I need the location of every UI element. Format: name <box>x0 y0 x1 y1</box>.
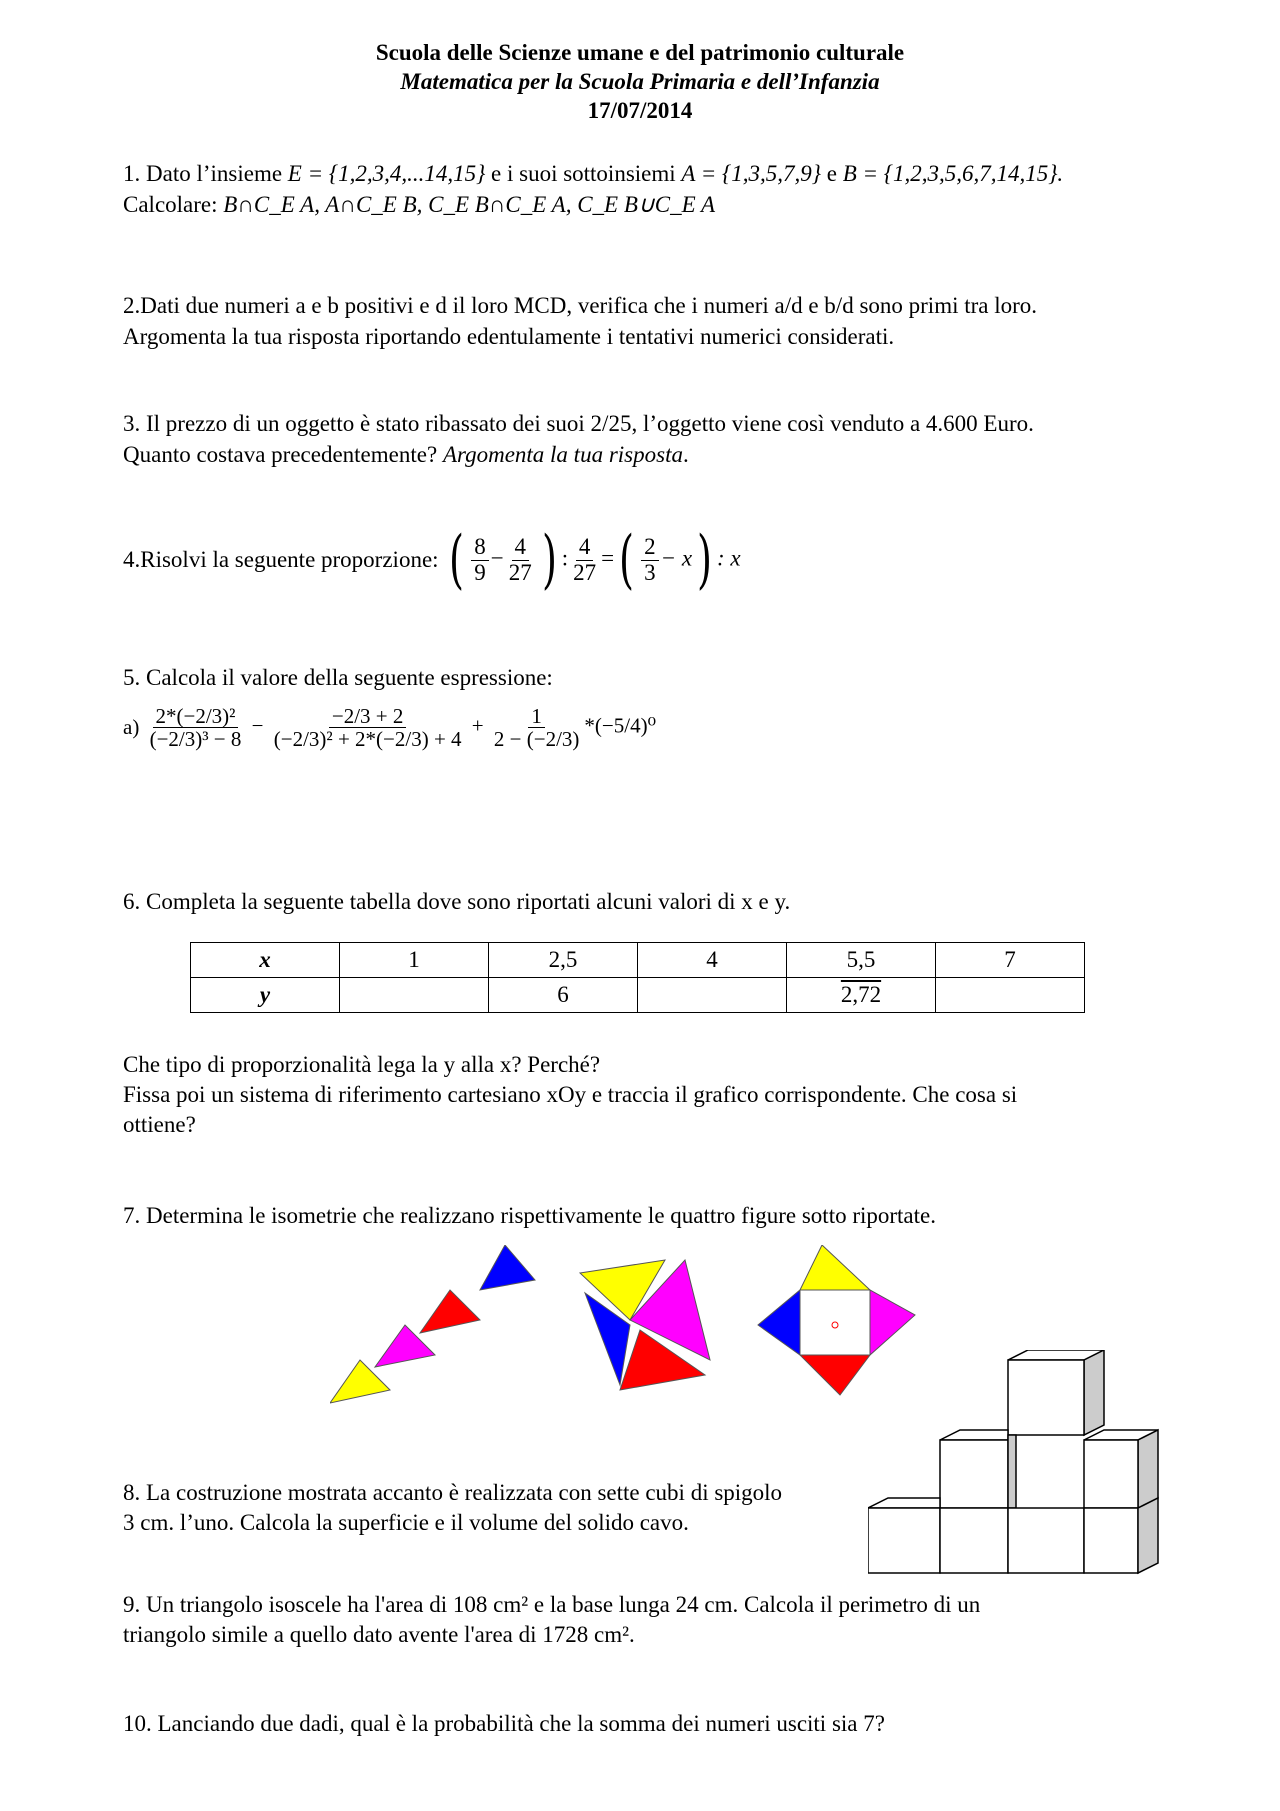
triangle-red <box>420 1290 480 1333</box>
q5-term2-num: −2/3 + 2 <box>329 705 407 728</box>
question-3 <box>123 408 1183 470</box>
q1-set-a: A = {1,3,5,7,9} <box>681 161 821 186</box>
q1-set-b: B = {1,2,3,5,6,7,14,15}. <box>842 161 1064 186</box>
q6-followup: Che tipo di proporzionalità lega la y alla x? Perché? Fissa poi un sistema di riferimento cartesiano xOy e traccia il grafico corrispondente. Che cosa si ottiene? <box>123 1052 1018 1137</box>
q3-line-2c: . <box>682 442 689 467</box>
q3-line-1: 3. Il prezzo di un oggetto è stato ribassato dei suoi 2/25, l’oggetto viene così venduto a 4.600 Euro. <box>123 411 1034 436</box>
exam-date: 17/07/2014 <box>587 98 693 123</box>
q9-line-2: triangolo simile a quello dato avente l'area di 1728 cm². <box>123 1622 635 1647</box>
q5-term1-num: 2*(−2/3)² <box>153 705 239 728</box>
table-row: y 6 2,72 <box>191 978 1085 1013</box>
q5-term2-den: (−2/3)² + 2*(−2/3) + 4 <box>273 727 462 752</box>
rotation-figure <box>580 1260 710 1390</box>
course-title: Matematica per la Scuola Primaria e dell’Infanzia <box>400 69 880 94</box>
question-1 <box>123 158 1183 220</box>
q5-term3-num: 1 <box>528 705 545 728</box>
q1-and: e <box>826 161 837 186</box>
q5-tail: *(−5/4)⁰ <box>584 713 656 738</box>
q5-expression: a) $\frac{\text{2*(−2/3)²}}{\text{(−2/3)³ − 8}}$ − $\frac{-2/3 + 2}{\text{(−2/3)² + 2*(−2/3) + 4}}$ + $\frac{1}{2 - (-2/3)}$ *(−5/4)⁰ <box>123 704 656 752</box>
q1-ops: B∩C_E A, A∩C_E B, C_E B∩C_E A, C_E B∪C_E A <box>223 192 716 217</box>
isometry-figures <box>330 1245 940 1415</box>
table-row: x 1 2,5 4 5,5 7 <box>191 943 1085 978</box>
q1-set-e: E = {1,2,3,4,...14,15} <box>287 161 486 186</box>
q3-line-2a: Quanto costava precedentemente? <box>123 442 438 467</box>
triangle-blue <box>480 1245 535 1290</box>
q8-line-1: 8. La costruzione mostrata accanto è realizzata con sette cubi di spigolo <box>123 1480 783 1505</box>
q5-text: 5. Calcola il valore della seguente espressione: <box>123 665 553 690</box>
q5-term3-den: 2 − (−2/3) <box>493 727 580 752</box>
q3-line-2b: Argomenta la tua risposta <box>442 442 683 467</box>
q1-calc: Calcolare: <box>123 192 218 217</box>
q6-text: 6. Completa la seguente tabella dove sono riportati alcuni valori di x e y. <box>123 889 791 914</box>
q9-line-1: 9. Un triangolo isoscele ha l'area di 108 cm² e la base lunga 24 cm. Calcola il perimetro di un <box>123 1592 981 1617</box>
q2-line-2: Argomenta la tua risposta riportando edentulamente i tentativi numerici considerati. <box>123 324 895 349</box>
values-table <box>190 942 1085 1013</box>
q4-text: 4.Risolvi la seguente proporzione: <box>123 547 439 572</box>
cubes-construction <box>868 1350 1168 1575</box>
q2-line-1: 2.Dati due numeri a e b positivi e d il loro MCD, verifica che i numeri a/d e b/d sono primi tra loro. <box>123 293 1038 318</box>
q1-mid: e i suoi sottoinsiemi <box>491 161 676 186</box>
q7-text: 7. Determina le isometrie che realizzano rispettivamente le quattro figure sotto riportate. <box>123 1203 936 1228</box>
school-title: Scuola delle Scienze umane e del patrimonio culturale <box>375 40 905 65</box>
q8-line-2: 3 cm. l’uno. Calcola la superficie e il volume del solido cavo. <box>123 1510 689 1535</box>
question-4: 4.Risolvi la seguente proporzione: ( $\frac{8}{9}$ − $\frac{4}{27}$ ) : $\frac{4}{27}$ =( $\frac{2}{3}$ − x) : x <box>123 523 741 597</box>
question-8 <box>123 1478 883 1538</box>
triangle-yellow <box>330 1360 390 1403</box>
question-9 <box>123 1590 1183 1650</box>
question-10: 10. Lanciando due dadi, qual è la probabilità che la somma dei numeri usciti sia 7? <box>123 1711 885 1736</box>
question-2 <box>123 290 1183 352</box>
q1-intro: 1. Dato l’insieme <box>123 161 283 186</box>
q5-term1-den: (−2/3)³ − 8 <box>149 727 242 752</box>
